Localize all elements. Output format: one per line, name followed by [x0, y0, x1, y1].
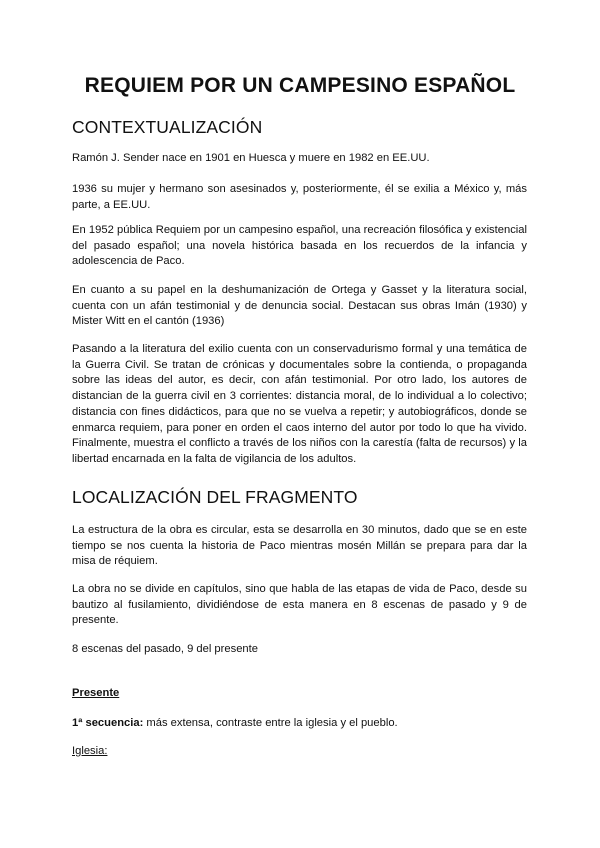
iglesia-label — [72, 744, 527, 760]
paragraph: La estructura de la obra es circular, esta se desarrolla en 30 minutos, dado que se en este tiempo se nos cuenta la historia de Paco mientras mosén Millán se prepara para dar la misa de réquiem. — [72, 524, 527, 568]
paragraph: En 1952 pública Requiem por un campesino español, una recreación filosófica y existencial del pasado español; una novela histórica basada en los recuerdos de la infancia y adolescencia de Paco. — [72, 224, 527, 268]
document-title: REQUIEM POR UN CAMPESINO ESPAÑOL — [84, 74, 516, 97]
section-heading-localizacion: LOCALIZACIÓN DEL FRAGMENTO — [72, 487, 358, 507]
paragraph: Pasando a la literatura del exilio cuenta con un conservadurismo formal y una temática de la Guerra Civil. Se tratan de crónicas y documentales sobre la contienda, o propaganda sobre las ideas del autor, es decir, con afán testimonial. Por otro lado, los autores de distancian de la guerra civil en 3 corrientes: distancia moral, de lo individual a lo colectivo; distancia con fines didácticos, para que no se vuelva a repetir; y autobiográficos, donde se enmarca requiem, para poner en orden el caos interno del autor por todo lo que ha vivido. Finalmente, muestra el conflicto a través de los niños con la carestía (falta de recursos) y la libertad encarnada en la falta de vigilancia de los adultos. — [72, 343, 527, 465]
secuencia-text: más extensa, contraste entre la iglesia y el pueblo. — [143, 717, 398, 729]
secuencia-label: 1ª secuencia: — [72, 717, 144, 729]
secuencia-paragraph — [72, 716, 527, 732]
section-heading-contextualizacion: CONTEXTUALIZACIÓN — [72, 117, 263, 137]
paragraph: 8 escenas del pasado, 9 del presente — [72, 643, 258, 655]
paragraph: En cuanto a su papel en la deshumanización de Ortega y Gasset y la literatura social, cuenta con un afán testimonial y de denuncia social. Destacan sus obras Imán (1930) y Mister Witt en el cantón (1936) — [72, 284, 527, 328]
presente-label — [72, 686, 527, 702]
paragraph: La obra no se divide en capítulos, sino que habla de las etapas de vida de Paco, desde su bautizo al fusilamiento, dividiéndose de esta manera en 8 escenas de pasado y 9 de presente. — [72, 583, 527, 627]
presente-text: Presente — [72, 687, 120, 699]
paragraph: Ramón J. Sender nace en 1901 en Huesca y muere en 1982 en EE.UU. — [72, 152, 430, 164]
paragraph: 1936 su mujer y hermano son asesinados y, posteriormente, él se exilia a México y, más parte, a EE.UU. — [72, 183, 527, 211]
iglesia-text: Iglesia: — [72, 745, 108, 757]
